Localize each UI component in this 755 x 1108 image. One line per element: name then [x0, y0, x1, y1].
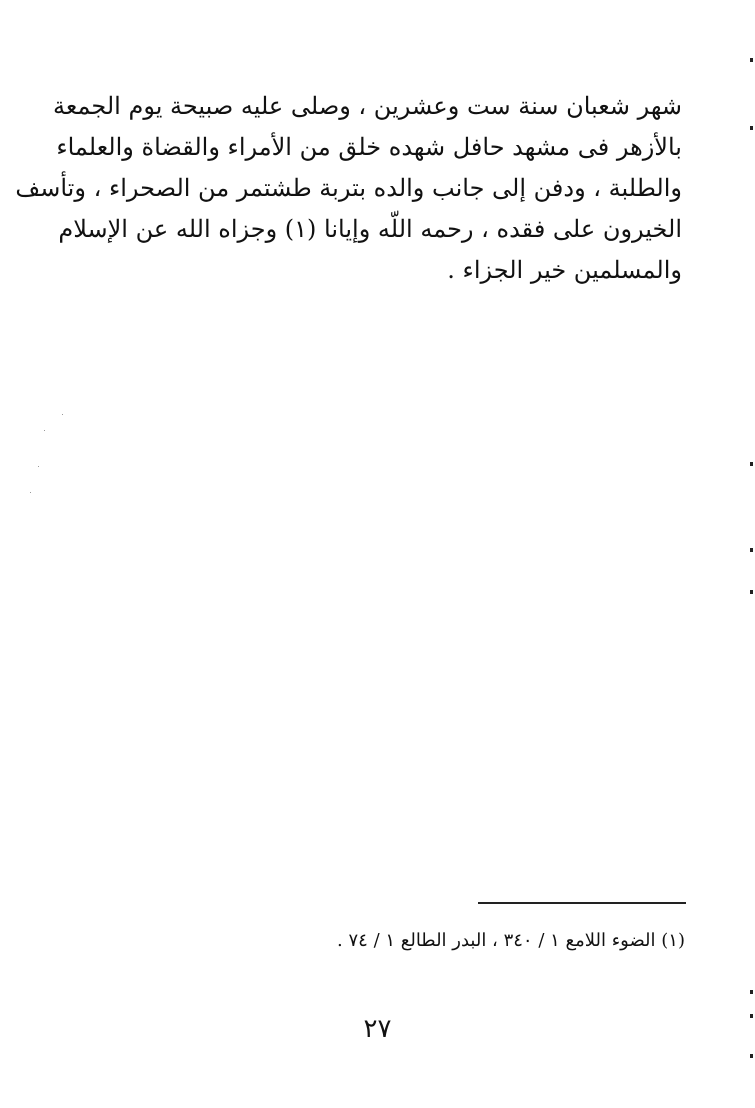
scan-speck — [750, 548, 753, 552]
body-line-5: والمسلمين خير الجزاء . — [447, 256, 682, 284]
scan-speck — [750, 1014, 753, 1018]
scan-speck — [44, 430, 45, 431]
body-line-3: والطلبة ، ودفن إلى جانب والده بتربة طشتمر من الصحراء ، وتأسف — [15, 174, 682, 202]
body-line-1: شهر شعبان سنة ست وعشرين ، وصلى عليه صبيحة يوم الجمعة — [53, 92, 682, 120]
page-number: ٢٧ — [363, 1014, 392, 1044]
body-paragraph — [15, 86, 682, 291]
footnote: (١) الضوء اللامع ١ / ٣٤٠ ، البدر الطالع ١ / ٧٤ . — [337, 930, 685, 951]
footnote-separator — [478, 902, 686, 904]
scan-speck — [750, 58, 753, 62]
scan-speck — [62, 414, 63, 415]
scan-speck — [38, 466, 39, 467]
scan-speck — [30, 492, 31, 493]
scan-speck — [750, 462, 753, 466]
scan-speck — [750, 590, 753, 594]
body-line-2: بالأزهر فى مشهد حافل شهده خلق من الأمراء والقضاة والعلماء — [56, 133, 682, 161]
body-line-4: الخيرون على فقده ، رحمه اللّه وإيانا (١) وجزاه الله عن الإسلام — [58, 215, 682, 243]
scan-speck — [750, 990, 753, 994]
scan-speck — [750, 1054, 753, 1058]
scan-speck — [750, 126, 753, 130]
